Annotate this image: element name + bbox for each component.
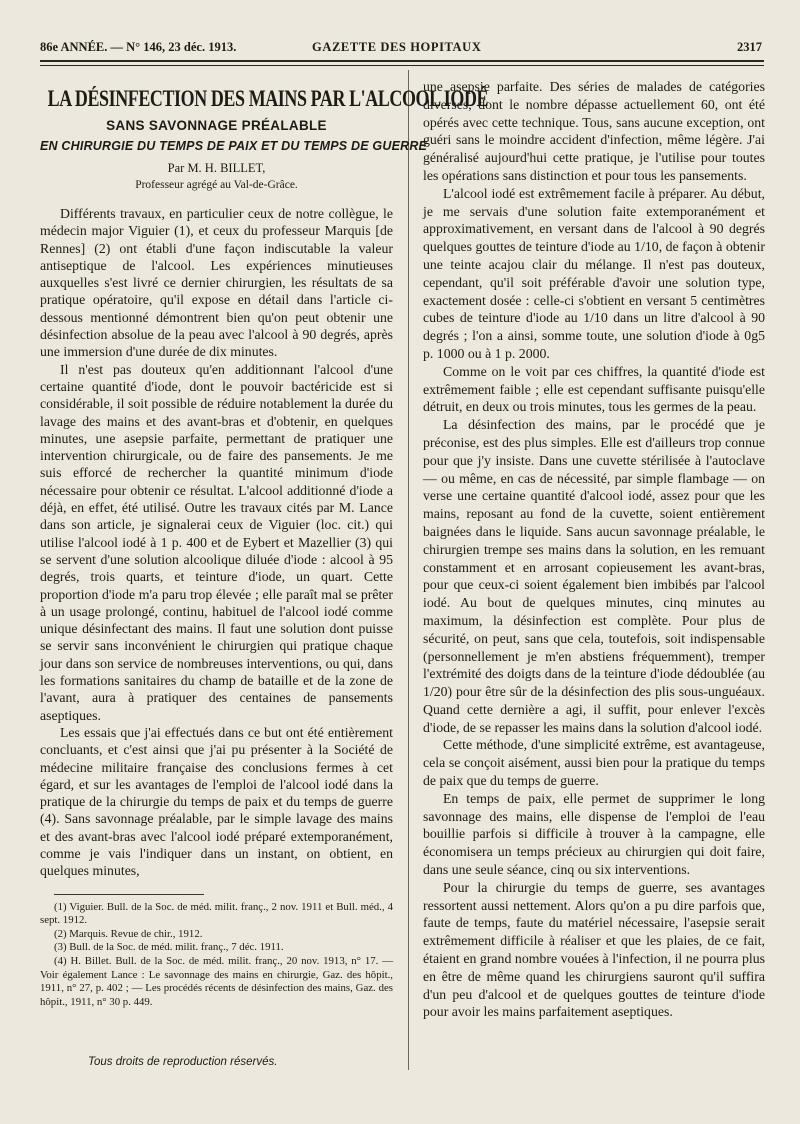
paragraph: La désinfection des mains, par le procédé que je préconise, est des plus simples. Elle est d'ailleurs trop connue pour que j'y insiste. Dans une cuvette stérilisée à l'autoclave — ou même, en cas de nécessité, par simple flambage — on verse une certaine quantité d'alcool iodé, assez pour que les mains, reposant au fond de la cuvette, soient entièrement baignées dans le liquide. Sans aucun savonnage préalable, le chirurgien trempe ses mains dans la solution, en les remuant constamment et en arrosant copieusement les avant-bras, pour que ceux-ci soient également bien imbibés par l'alcool iodé. Au bout de quelques minutes, cinq minutes au maximum, la désinfection est complète. Pour plus de sécurité, on peut, sans que cela, toutefois, soit indispensable (personnellement je m'en abstiens fréquemment), tremper l'extrémité des doigts dans de la teinture d'iode dédoublée (au 1/20) pour être sûr de la désinfection des plis sous-unguéaux. Quand cette dernière a agi, il suffit, pour enlever l'excès d'iode, de se repasser les mains dans la solution d'alcool iodé. xyxy=(423,417,765,735)
author-affiliation: Professeur agrégé au Val-de-Grâce. xyxy=(135,179,298,191)
left-body xyxy=(40,205,393,880)
column-divider xyxy=(408,70,409,1070)
header-rule xyxy=(40,60,764,62)
left-column xyxy=(40,78,489,1009)
footnote: (1) Viguier. Bull. de la Soc. de méd. milit. franç., 2 nov. 1911 et Bull. méd., 4 sept. 1912. xyxy=(40,900,393,927)
paragraph: une asepsie parfaite. Des séries de malades de catégories diverses, dont le nombre dépasse actuellement 60, ont été opérés avec cette technique. Tous, sans aucune exception, ont guéri sans le moindre accident d'infection, même légère. J'ai généralisé aujourd'hui cette pratique, je l'utilise pour toutes les opérations sans distinction et pour tous les pansements. xyxy=(423,79,765,183)
paragraph: Cette méthode, d'une simplicité extrême, est avantageuse, cela se conçoit aisément, aussi bien pour la pratique du temps de paix que du temps de guerre. xyxy=(423,737,765,789)
paragraph: Les essais que j'ai effectués dans ce but ont été entièrement concluants, et c'est ainsi que j'ai pu présenter à la Société de médecine militaire française des conclusions fermes à cet égard, et sur les avantages de l'emploi de l'alcool iodé dans la pratique de la chirurgie du temps de paix et du temps de guerre (4). Sans savonnage préalable, par le simple lavage des mains et des avant-bras avec l'alcool iodé préparé extemporanément, comme je vais l'indiquer dans un instant, on obtient, en quelques minutes, xyxy=(40,724,393,879)
article-title: LA DÉSINFECTION DES MAINS PAR L'ALCOOL IODÉ xyxy=(47,86,489,111)
journal-name: GAZETTE DES HOPITAUX xyxy=(312,40,482,54)
article-author: Par M. H. BILLET, xyxy=(167,161,266,175)
footnote: (3) Bull. de la Soc. de méd. milit. franç., 7 déc. 1911. xyxy=(54,941,284,954)
right-body xyxy=(423,78,765,1021)
paragraph: Il n'est pas douteux qu'en additionnant l'alcool d'une certaine quantité d'iode, dont le pouvoir bactéricide est si considérable, il soit possible de réduire notablement la durée du lavage des mains et des avant-bras et d'obtenir, en quelques minutes, une asepsie parfaite, permettant de pratiquer une intervention chirurgicale, ou de faire des pansements. Je me suis efforcé de rechercher la quantité minimum d'iode nécessaire pour obtenir ce résultat. L'alcool additionné d'iode a déjà, en effet, été utilisé. Outre les travaux cités par M. Lance dans son article, je signalerai ceux de Viguier (loc. cit.) qui utilise l'alcool iodé à 1 p. 400 et de Eybert et Mazellier (3) qui se servent d'une solution alcoolique diluée d'iode : alcool à 95 degrés, trois quarts, et teinture d'iode, un quart. Cette proportion d'iode m'a paru trop élevée ; elle paraît mal se prêter à un usage prolongé, continu, habituel de l'alcool iodé comme unique désinfectant des mains. Il faut une solution dont puisse se servir sans inconvénient le chirurgien qui pratique chaque jour dans son service de nombreuses interventions, ou qui, dans les formations sanitaires du champ de bataille et de la zone de l'avant, aura à pratiquer des centaines de pansements aseptiques. xyxy=(40,361,393,723)
footnote: (2) Marquis. Revue de chir., 1912. xyxy=(54,927,203,940)
footnote: (4) H. Billet. Bull. de la Soc. de méd. milit. franç., 20 nov. 1913, n° 17. — Voir également Lance : Le savonnage des mains en chirurgie, Gaz. des hôpit., 1911, n° 27, p. 402 ; — Les procédés récents de désinfection des mains, Gaz. des hôpit., 1911, n° 30 p. 449. xyxy=(40,954,393,1008)
paragraph: Comme on le voit par ces chiffres, la quantité d'iode est extrêmement faible ; elle est cependant suffisante puisqu'elle détruit, en deux ou trois minutes, tous les germes de la peau. xyxy=(423,363,765,415)
article-subtitle: SANS SAVONNAGE PRÉALABLE xyxy=(106,118,327,133)
right-column xyxy=(423,78,765,1021)
footnotes xyxy=(40,901,393,1010)
paragraph: Différents travaux, en particulier ceux de notre collègue, le médecin major Viguier (1), et ceux du professeur Marquis [de Rennes] (2) ont établi d'une façon indiscutable la valeur antiseptique de l'alcool. Les expériences minutieuses auxquelles s'est livré ce dernier chirurgien, les résultats de sa pratique opératoire, qu'il expose en détail dans l'article ci-dessous mentionné démontrent bien qu'on peut obtenir une désinfection absolue de la peau avec l'alcool à 90 degrés, après une immersion d'une durée de dix minutes. xyxy=(40,206,393,360)
issue-info: 86e ANNÉE. — N° 146, 23 déc. 1913. xyxy=(40,40,237,54)
article-subtitle-2: EN CHIRURGIE DU TEMPS DE PAIX ET DU TEMPS DE GUERRE xyxy=(40,139,428,153)
paragraph: L'alcool iodé est extrêmement facile à préparer. Au début, je me servais d'une solution faite extemporanément et approximativement, en versant dans de l'alcool à 90 degrés quelques gouttes de teinture d'iode au 1/10, de façon à obtenir une teinte acajou clair du mélange. Il n'est pas douteux, cependant, qu'il soit préférable d'avoir une solution type, exactement dosée : celle-ci s'obtient en versant 5 centimètres cubes de teinture d'iode au 1/10 dans un litre d'alcool à 90 degrés ; l'on a ainsi, somme toute, une solution d'iode à 0g5 p. 1000 ou à 1 p. 2000. xyxy=(423,185,765,361)
header-rule-thin xyxy=(40,65,764,66)
footnote-rule xyxy=(54,894,204,895)
paragraph: En temps de paix, elle permet de supprimer le long savonnage des mains, elle dispense de l'emploi de l'eau bouillie parfois si difficile à trouver à la campagne, elle économisera un temps précieux au chirurgien qui doit faire, dans une seule séance, cinq ou six interventions. xyxy=(423,790,765,878)
rights-notice: Tous droits de reproduction réservés. xyxy=(88,1056,278,1068)
page-number: 2317 xyxy=(737,40,762,54)
paragraph: Pour la chirurgie du temps de guerre, ses avantages ressortent aussi nettement. Alors qu'on a pu dire parfois que, faute de temps, faute du matériel nécessaire, l'asepsie serait extrêmement difficile à réaliser et que les plaies, de ce fait, étaient en grand nombre vouées à l'infection, il ne pourra plus en être de même quand les chirurgiens sauront qu'il suffira d'un peu d'alcool et de quelques gouttes de teinture d'iode pour avoir les mains parfaitement aseptiques. xyxy=(423,879,765,1020)
page-header xyxy=(40,36,764,58)
